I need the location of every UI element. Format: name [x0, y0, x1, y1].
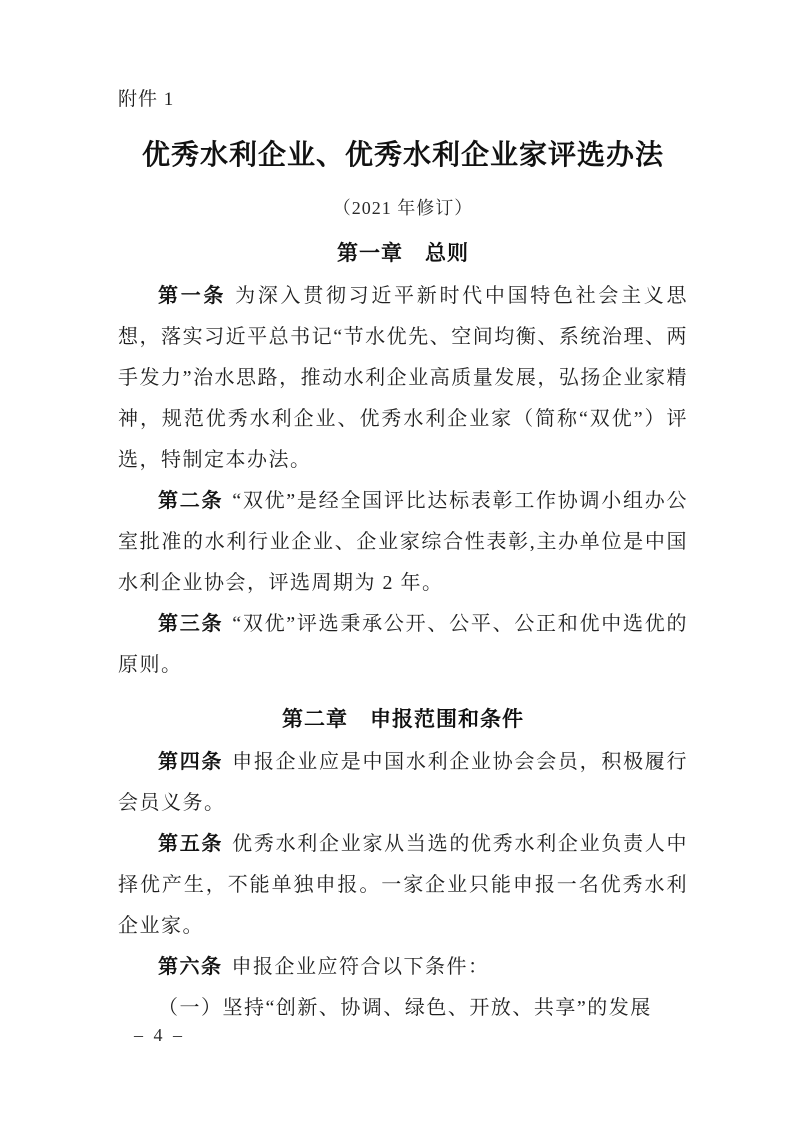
article-2-text: “双优”是经全国评比达标表彰工作协调小组办公室批准的水利行业企业、企业家综合性表彰,主办单位是中国水利企业协会，评选周期为 2 年。 [118, 490, 688, 594]
article-6 [118, 947, 688, 988]
chapter-2-heading: 第二章 申报范围和条件 [282, 708, 524, 731]
article-4 [118, 742, 688, 824]
article-3-label: 第三条 [158, 613, 224, 635]
document-subtitle: （2021 年修订） [332, 198, 474, 218]
article-5-label: 第五条 [158, 833, 224, 855]
article-5 [118, 824, 688, 947]
article-4-text: 申报企业应是中国水利企业协会会员，积极履行会员义务。 [118, 751, 689, 814]
document-title: 优秀水利企业、优秀水利企业家评选办法 [141, 140, 664, 171]
article-2 [118, 481, 688, 604]
article-6-sub-item-1-text: （一）坚持“创新、协调、绿色、开放、共享”的发展 [158, 997, 652, 1019]
chapter-1-heading: 第一章 总则 [337, 242, 469, 265]
article-1-label: 第一条 [158, 285, 227, 307]
attachment-label: 附件 1 [118, 89, 175, 110]
article-3 [118, 604, 688, 686]
article-6-sub-item-1 [118, 988, 688, 1029]
article-2-label: 第二条 [158, 490, 224, 512]
article-3-text: “双优”评选秉承公开、公平、公正和优中选优的原则。 [118, 613, 688, 676]
article-5-text: 优秀水利企业家从当选的优秀水利企业负责人中择优产生，不能单独申报。一家企业只能申报一名优秀水利企业家。 [118, 833, 689, 937]
article-1-text: 为深入贯彻习近平新时代中国特色社会主义思想，落实习近平总书记“节水优先、空间均衡、系统治理、两手发力”治水思路，推动水利企业高质量发展，弘扬企业家精神，规范优秀水利企业、优秀水利企业家（简称“双优”）评选，特制定本办法。 [118, 285, 689, 471]
article-6-label: 第六条 [158, 956, 223, 978]
page-number: – 4 – [134, 1025, 185, 1045]
article-6-text: 申报企业应符合以下条件： [231, 956, 490, 978]
article-1 [118, 276, 688, 481]
article-4-label: 第四条 [158, 751, 224, 773]
